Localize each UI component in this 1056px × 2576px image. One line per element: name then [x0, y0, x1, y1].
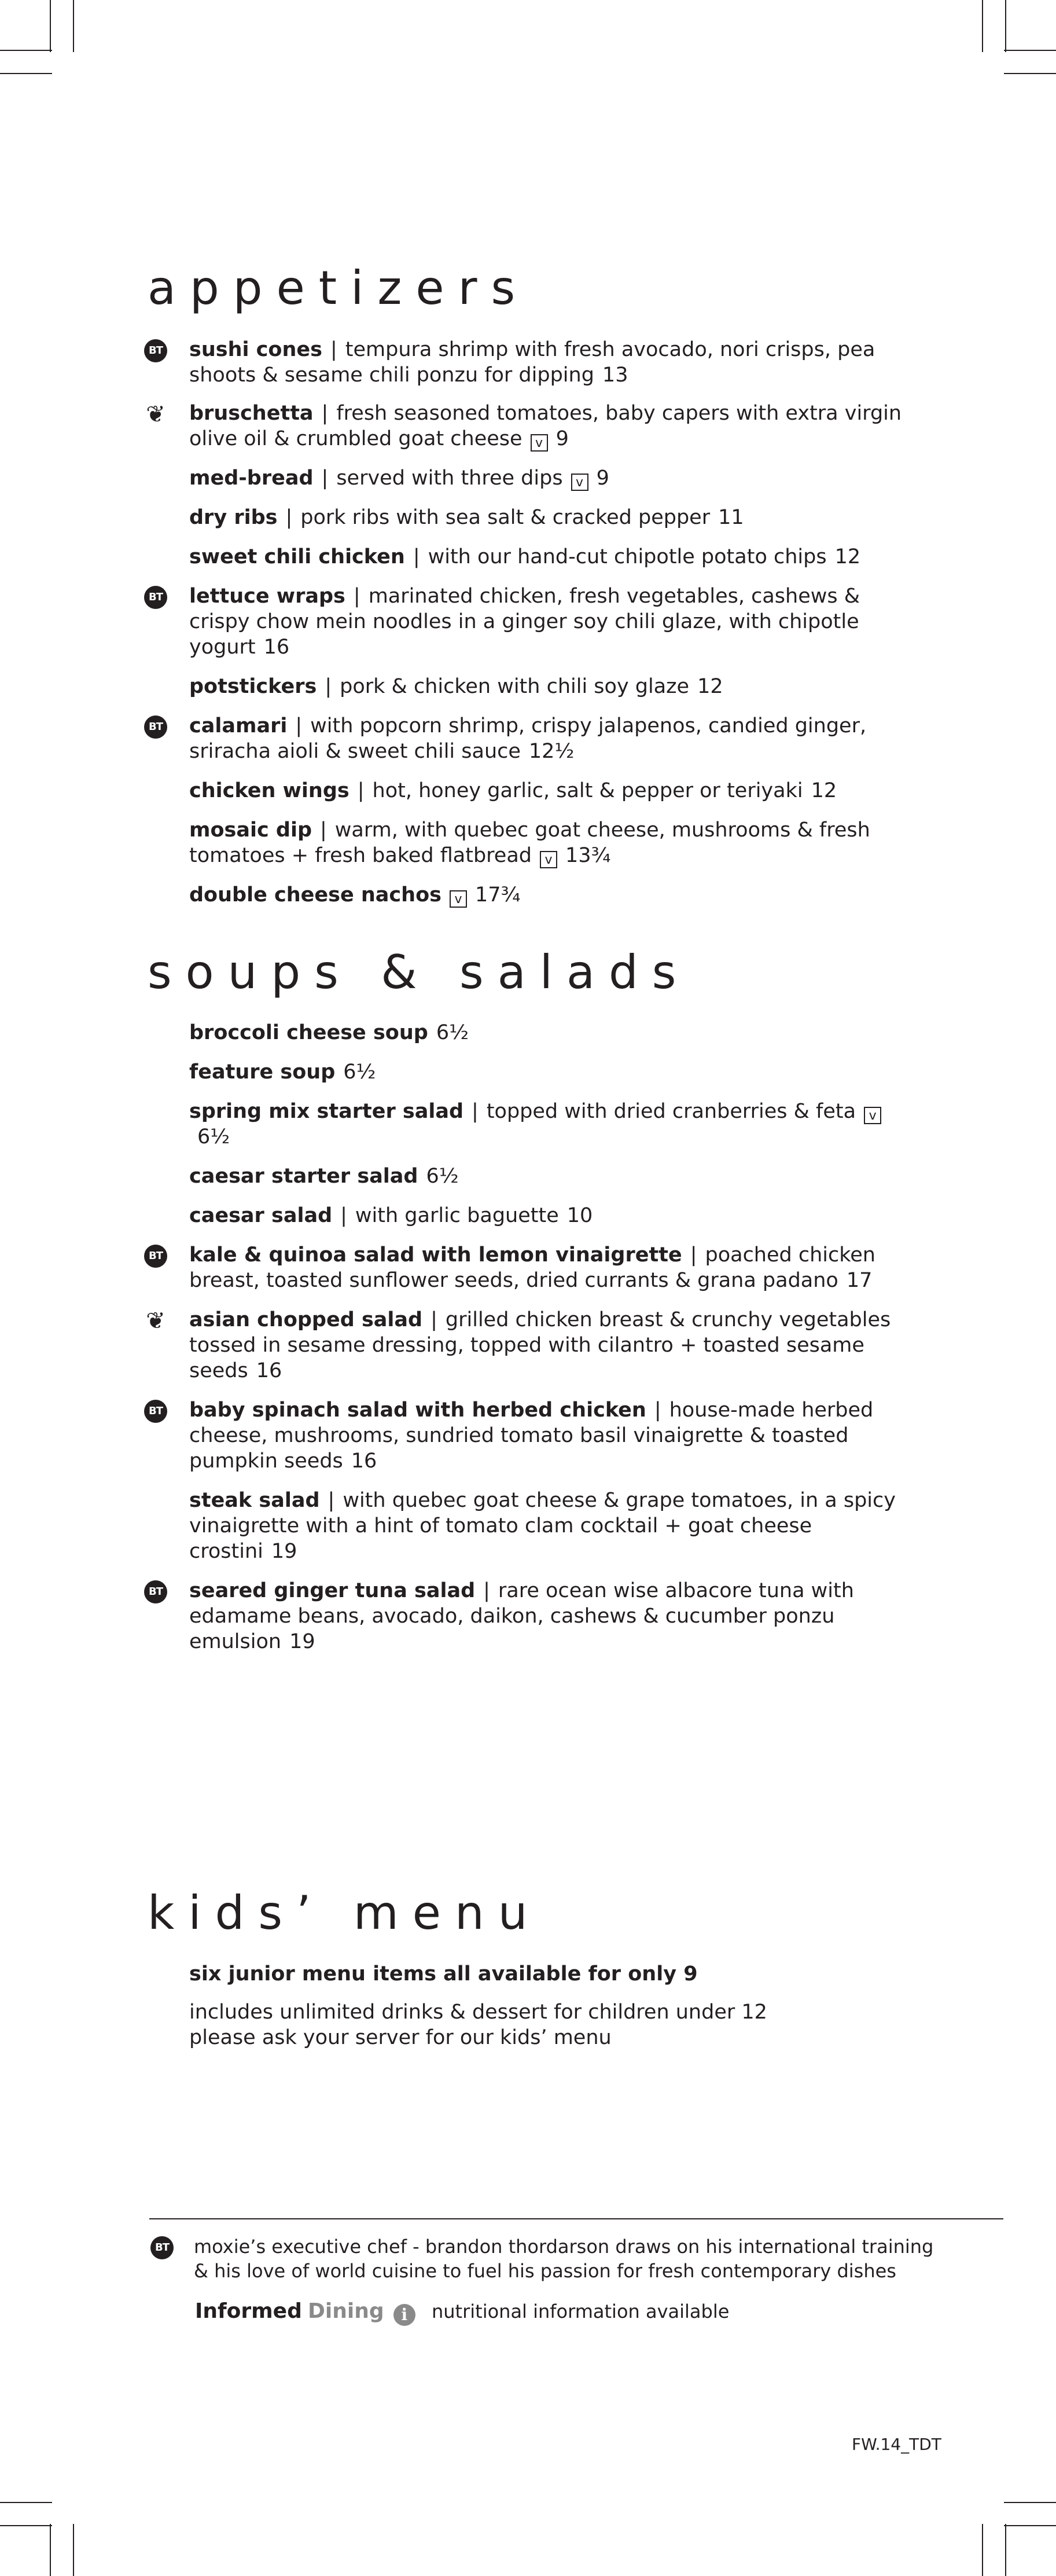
menu-item-description: grilled chicken breast & crunchy vegetables tossed in sesame dressing, topped with cilantro + toasted sesame seeds: [189, 1308, 891, 1382]
menu-item: [189, 817, 907, 868]
menu-item-name: feature soup: [189, 1061, 336, 1084]
menu-item-name: double cheese nachos: [189, 883, 441, 907]
crop-mark: [50, 0, 51, 52]
menu-item: [189, 544, 907, 570]
menu-item-description: poached chicken breast, toasted sunflower seeds, dried currants & grana padano: [189, 1243, 875, 1292]
informed-dining-note: [195, 2299, 729, 2326]
chef-note-line-1: moxie’s executive chef - brandon thordarson draws on his international training: [194, 2236, 934, 2258]
menu-item-description: fresh seasoned tomatoes, baby capers with extra virgin olive oil & crumbled goat cheese: [189, 402, 902, 450]
menu-item-price: 17: [846, 1269, 873, 1292]
menu-item-description: tempura shrimp with fresh avocado, nori crisps, pea shoots & sesame chili ponzu for dipping: [189, 338, 875, 387]
menu-item-description: pork ribs with sea salt & cracked pepper: [300, 506, 711, 529]
menu-item: [189, 1164, 907, 1189]
crop-mark: [1004, 2502, 1056, 2503]
vegetarian-icon: v: [540, 851, 557, 868]
menu-item-description: hot, honey garlic, salt & pepper or teriyaki: [372, 779, 803, 802]
menu-item-name: kale & quinoa salad with lemon vinaigrette: [189, 1243, 682, 1267]
crop-mark: [73, 0, 74, 52]
separator: |: [328, 1489, 335, 1512]
separator: |: [321, 402, 329, 425]
menu-item: [149, 713, 907, 764]
menu-item: [189, 1099, 907, 1150]
crop-mark: [1004, 50, 1056, 51]
bt-icon: BT: [144, 715, 167, 739]
menu-item-price: 6½: [426, 1165, 459, 1188]
crop-mark: [0, 50, 52, 51]
crop-mark: [0, 2525, 52, 2526]
menu-item: [189, 1488, 907, 1564]
crop-mark: [0, 73, 52, 74]
separator: |: [483, 1579, 490, 1602]
menu-item-name: sweet chili chicken: [189, 545, 405, 568]
crop-mark: [1005, 0, 1006, 52]
separator: |: [320, 819, 327, 842]
crop-mark: [50, 2524, 51, 2576]
menu-item: [146, 401, 907, 452]
menu-item: [189, 1059, 907, 1085]
menu-item-description: with popcorn shrimp, crispy jalapenos, candied ginger, sriracha aioli & sweet chili sauce: [189, 714, 867, 763]
section-title-appetizers: appetizers: [148, 261, 529, 315]
kids-line-2: please ask your server for our kids’ menu: [189, 2026, 612, 2049]
menu-item: [189, 674, 907, 699]
document-code: FW.14_TDT: [852, 2435, 941, 2454]
menu-item-price: 16: [351, 1450, 377, 1473]
separator: |: [472, 1100, 479, 1123]
menu-item-name: lettuce wraps: [189, 585, 345, 608]
info-icon: i: [393, 2304, 415, 2326]
separator: |: [413, 545, 420, 568]
menu-item-description: pork & chicken with chili soy glaze: [340, 675, 690, 698]
separator: |: [654, 1399, 661, 1422]
vegetarian-icon: v: [531, 434, 548, 452]
chef-note-line-2: & his love of world cuisine to fuel his passion for fresh contemporary dishes: [194, 2260, 896, 2282]
menu-item-name: caesar salad: [189, 1204, 333, 1227]
footer-divider: [149, 2218, 1003, 2219]
menu-item-name: steak salad: [189, 1489, 320, 1512]
separator: |: [340, 1204, 347, 1227]
menu-item-name: sushi cones: [189, 338, 322, 361]
vegetarian-icon: v: [571, 474, 588, 491]
separator: |: [431, 1308, 437, 1331]
menu-item: [149, 337, 907, 388]
menu-item-price: 11: [718, 506, 744, 529]
menu-item-price: 16: [263, 636, 290, 659]
crop-mark: [1004, 2525, 1056, 2526]
section-title-soups-salads: soups & salads: [148, 945, 690, 999]
menu-item: [189, 882, 907, 908]
menu-item-description: with our hand-cut chipotle potato chips: [428, 545, 827, 568]
menu-item-name: med-bread: [189, 467, 314, 490]
soups-salads-list: [146, 1020, 907, 1668]
bt-icon: BT: [144, 586, 167, 609]
bt-icon: BT: [144, 1245, 167, 1268]
menu-item-price: 19: [289, 1630, 315, 1653]
menu-item-description: marinated chicken, fresh vegetables, cashews & crispy chow mein noodles in a ginger soy chili glaze, with chipotle yogurt: [189, 585, 860, 659]
menu-item: [149, 1397, 907, 1474]
separator: |: [357, 779, 365, 802]
separator: |: [285, 506, 293, 529]
menu-item: [149, 1242, 907, 1293]
crop-mark: [982, 2524, 983, 2576]
appetizer-list: [146, 337, 907, 922]
menu-item-description: with garlic baguette: [355, 1204, 559, 1227]
menu-item-description: with quebec goat cheese & grape tomatoes, in a spicy vinaigrette with a hint of tomato clam cocktail + goat cheese crostini: [189, 1489, 896, 1563]
menu-item-price: 12: [811, 779, 837, 802]
menu-item-name: dry ribs: [189, 506, 278, 529]
informed-dining-logo-dining: Dining: [308, 2299, 384, 2323]
menu-item-price: 13¾: [565, 844, 611, 867]
crop-mark: [1004, 73, 1056, 74]
maple-leaf-icon: ❦: [146, 401, 165, 428]
menu-item-description: house-made herbed cheese, mushrooms, sundried tomato basil vinaigrette & toasted pumpkin seeds: [189, 1399, 874, 1473]
menu-item-price: 16: [256, 1359, 282, 1382]
separator: |: [690, 1243, 697, 1267]
chef-note: [194, 2234, 933, 2283]
menu-item: [189, 465, 907, 491]
kids-headline: six junior menu items all available for only 9: [189, 1962, 698, 1986]
nutrition-note: nutritional information available: [431, 2300, 730, 2322]
crop-mark: [73, 2524, 74, 2576]
separator: |: [295, 714, 303, 737]
maple-leaf-icon: ❦: [146, 1308, 165, 1334]
menu-item-price: 6½: [436, 1021, 469, 1044]
kids-line-1: includes unlimited drinks & dessert for children under 12: [189, 2001, 767, 2024]
menu-item-price: 12: [697, 675, 723, 698]
crop-mark: [982, 0, 983, 52]
separator: |: [325, 675, 332, 698]
menu-item-name: calamari: [189, 714, 288, 737]
section-title-kids-menu: kids’ menu: [148, 1886, 542, 1940]
menu-item: [189, 778, 907, 803]
menu-item-price: 6½: [343, 1061, 376, 1084]
menu-item: [149, 584, 907, 660]
vegetarian-icon: v: [864, 1107, 881, 1124]
separator: |: [330, 338, 337, 361]
menu-item-price: 9: [555, 427, 569, 450]
menu-item: [189, 505, 907, 530]
bt-icon: BT: [144, 1400, 167, 1423]
menu-item-name: seared ginger tuna salad: [189, 1579, 476, 1602]
informed-dining-logo: Informed: [195, 2299, 302, 2323]
bt-icon: BT: [144, 339, 167, 362]
menu-item: [189, 1203, 907, 1228]
menu-item-price: 10: [566, 1204, 593, 1227]
menu-item: [149, 1578, 907, 1654]
menu-item-name: potstickers: [189, 675, 317, 698]
bt-icon: BT: [150, 2236, 174, 2259]
vegetarian-icon: v: [450, 890, 467, 908]
bt-icon: BT: [144, 1580, 167, 1603]
menu-item-name: asian chopped salad: [189, 1308, 423, 1331]
menu-item-price: 12½: [528, 740, 575, 763]
menu-item-name: caesar starter salad: [189, 1165, 418, 1188]
menu-item-description: rare ocean wise albacore tuna with edamame beans, avocado, daikon, cashews & cucumber ponzu emulsion: [189, 1579, 854, 1653]
menu-item-description: topped with dried cranberries & feta: [486, 1100, 856, 1123]
menu-item-name: broccoli cheese soup: [189, 1021, 428, 1044]
separator: |: [321, 467, 329, 490]
crop-mark: [0, 2502, 52, 2503]
menu-item-description: served with three dips: [336, 467, 563, 490]
menu-item-name: chicken wings: [189, 779, 349, 802]
menu-item-name: baby spinach salad with herbed chicken: [189, 1399, 646, 1422]
menu-item-price: 9: [596, 467, 609, 490]
menu-item-name: mosaic dip: [189, 819, 312, 842]
menu-item-price: 19: [271, 1540, 297, 1563]
menu-item-description: warm, with quebec goat cheese, mushrooms & fresh tomatoes + fresh baked flatbread: [189, 819, 870, 867]
menu-item-name: bruschetta: [189, 402, 314, 425]
menu-item-price: 17¾: [474, 883, 521, 907]
menu-item: [146, 1307, 907, 1384]
separator: |: [353, 585, 360, 608]
menu-item-price: 12: [834, 545, 861, 568]
menu-item-price: 13: [602, 364, 628, 387]
crop-mark: [1005, 2524, 1006, 2576]
menu-item-price: 6½: [197, 1125, 230, 1148]
menu-item: [189, 1020, 907, 1045]
menu-item-name: spring mix starter salad: [189, 1100, 464, 1123]
